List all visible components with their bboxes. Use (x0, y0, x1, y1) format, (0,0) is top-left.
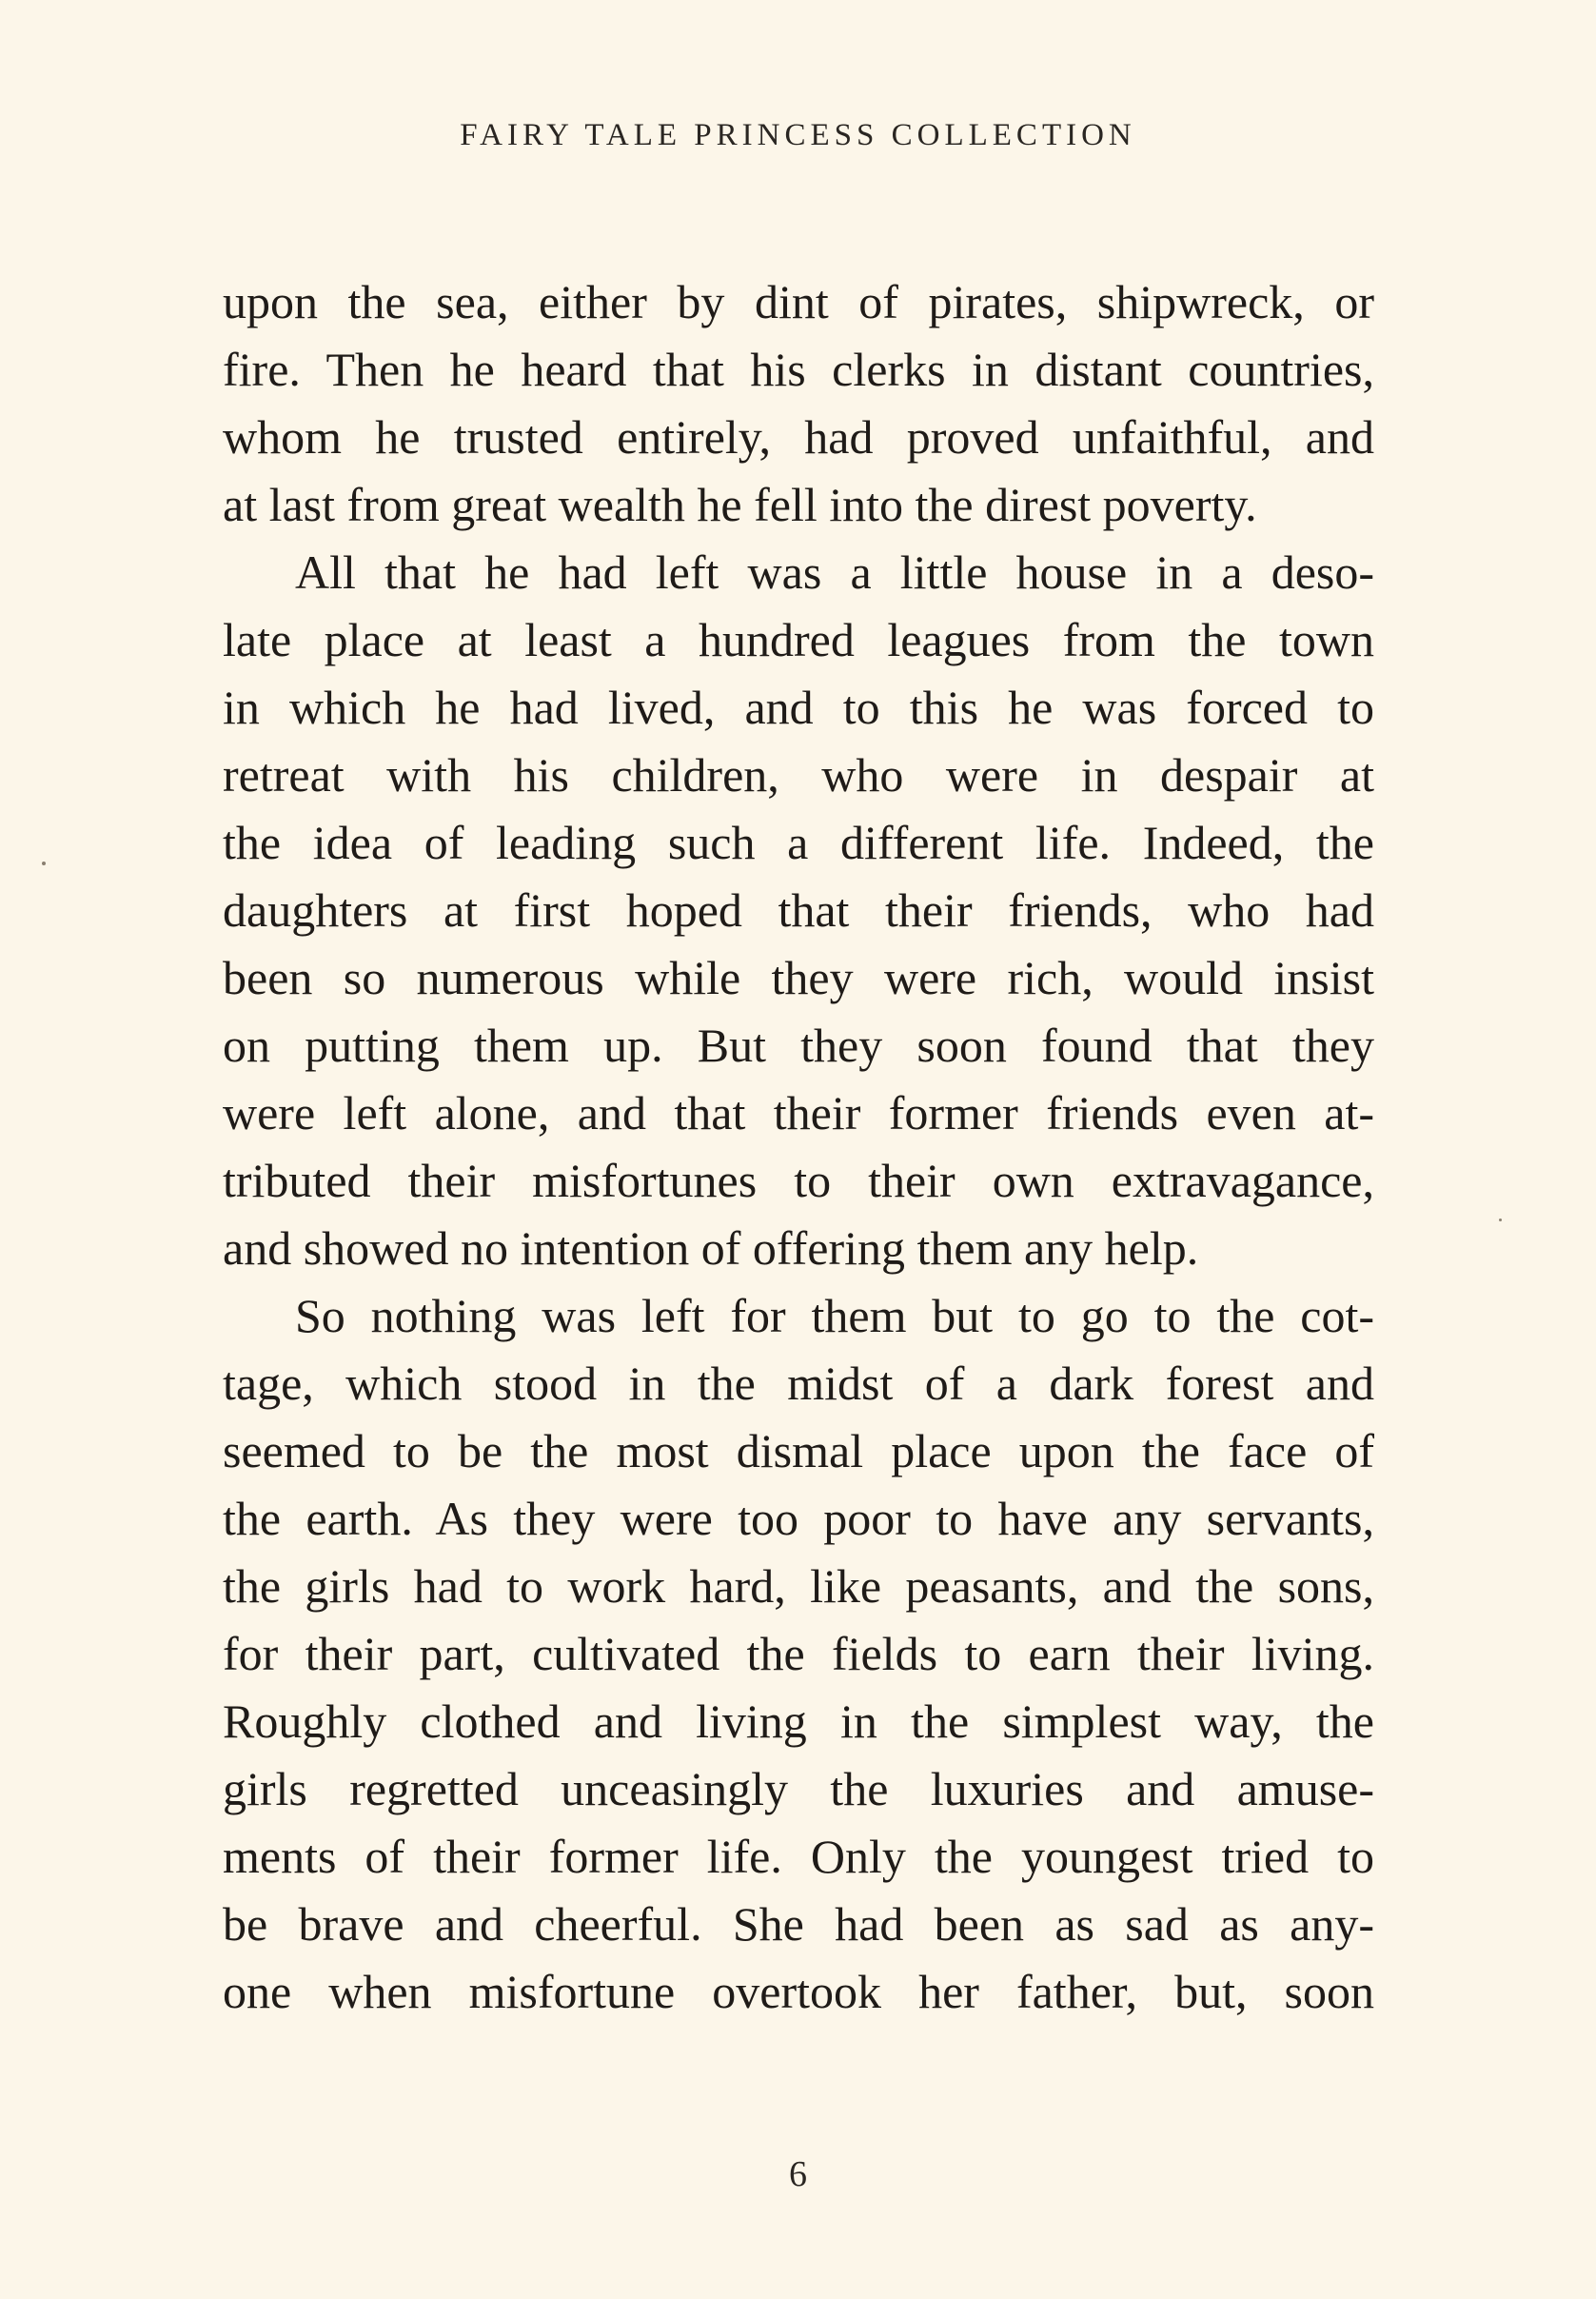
text-line: So nothing was left for them but to go to the cot- (295, 1289, 1374, 1342)
text-line: the earth. As they were too poor to have any servants, (223, 1492, 1374, 1545)
text-line: seemed to be the most dismal place upon the face of (223, 1424, 1374, 1477)
text-line: on putting them up. But they soon found that they (223, 1019, 1374, 1072)
page-number: 6 (789, 2154, 807, 2194)
text-line: late place at least a hundred leagues from the town (223, 613, 1374, 666)
text-line: the girls had to work hard, like peasants, and the sons, (223, 1559, 1374, 1613)
text-line: fire. Then he heard that his clerks in distant countries, (223, 343, 1374, 396)
text-line: one when misfortune overtook her father, but, soon (223, 1965, 1374, 2018)
text-line: tributed their misfortunes to their own extravagance, (223, 1154, 1374, 1207)
text-line: been so numerous while they were rich, would insist (223, 951, 1374, 1004)
text-line: for their part, cultivated the fields to earn their living. (223, 1627, 1374, 1680)
text-line: were left alone, and that their former friends even at- (223, 1086, 1374, 1140)
body-text (223, 268, 1374, 2026)
text-line: daughters at first hoped that their friends, who had (223, 883, 1374, 937)
text-line: retreat with his children, who were in despair at (223, 748, 1374, 802)
text-line: and showed no intention of offering them any help. (223, 1221, 1199, 1275)
paper-speck (1499, 1219, 1502, 1221)
text-line: Roughly clothed and living in the simplest way, the (223, 1695, 1374, 1748)
text-line: be brave and cheerful. She had been as sad as any- (223, 1897, 1374, 1951)
text-line: girls regretted unceasingly the luxuries and amuse- (223, 1762, 1374, 1815)
running-head: FAIRY TALE PRINCESS COLLECTION (460, 118, 1136, 152)
text-line: in which he had lived, and to this he was forced to (223, 681, 1374, 734)
text-line: tage, which stood in the midst of a dark forest and (223, 1357, 1374, 1410)
text-line: at last from great wealth he fell into the direst poverty. (223, 478, 1257, 531)
paper-speck (42, 862, 46, 865)
text-line: All that he had left was a little house in a deso- (295, 545, 1374, 599)
text-line: upon the sea, either by dint of pirates, shipwreck, or (223, 275, 1374, 328)
text-line: whom he trusted entirely, had proved unfaithful, and (223, 410, 1374, 464)
text-line: the idea of leading such a different life. Indeed, the (223, 816, 1374, 869)
text-line: ments of their former life. Only the youngest tried to (223, 1830, 1374, 1883)
